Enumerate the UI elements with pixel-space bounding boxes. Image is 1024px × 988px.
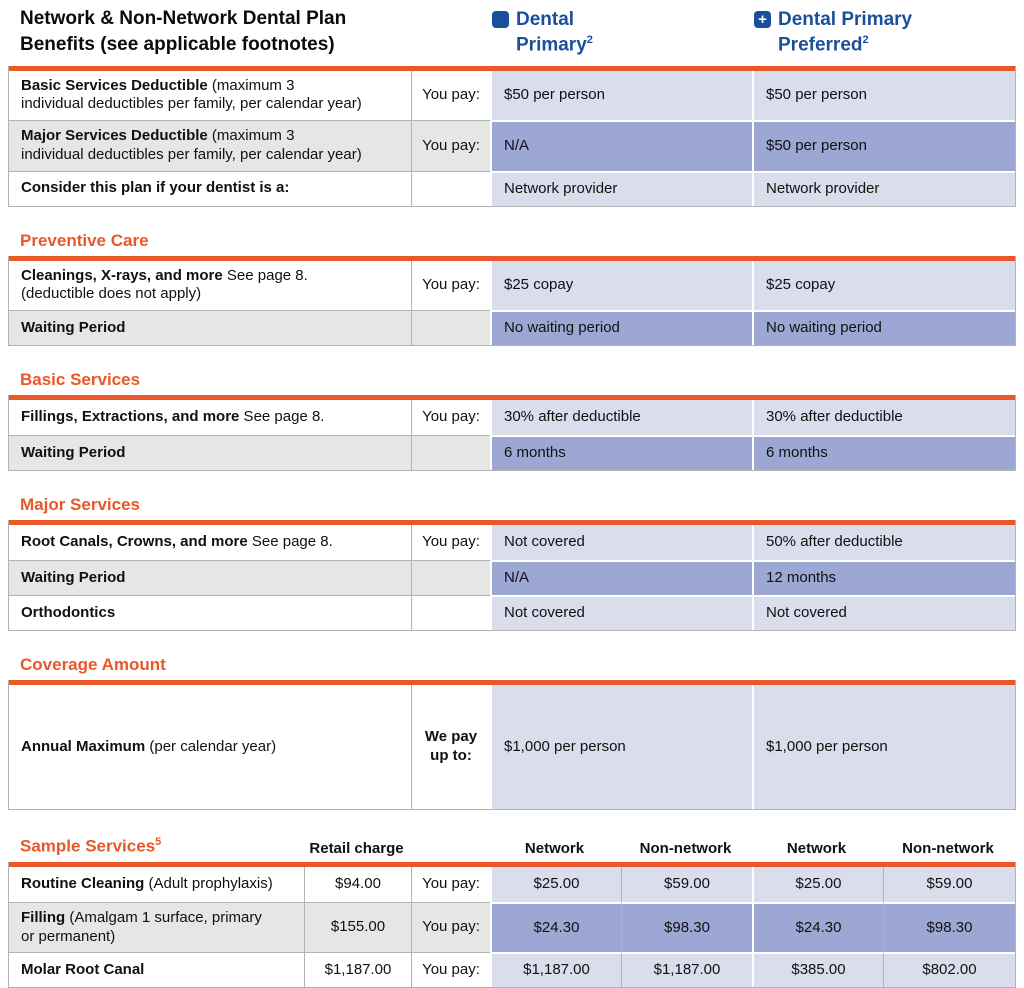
- you-pay-cell: [411, 171, 490, 206]
- row-label: Cleanings, X-rays, and more See page 8. (deductible does not apply): [9, 261, 411, 311]
- table-row: [9, 435, 1015, 470]
- row-label: Orthodontics: [9, 595, 411, 630]
- basic-services-table: [8, 395, 1016, 471]
- plan1-network-value: $1,187.00: [490, 952, 621, 987]
- we-pay-cell: We pay up to:: [411, 685, 490, 809]
- plan1-value: Not covered: [490, 595, 752, 630]
- row-label: Basic Services Deductible (maximum 3 individual deductibles per family, per calendar year): [9, 71, 411, 121]
- plan-name: [778, 8, 912, 58]
- plan2-value: 50% after deductible: [752, 525, 1015, 560]
- plan1-network-value: $25.00: [490, 867, 621, 902]
- plan1-value: 6 months: [490, 435, 752, 470]
- column-header-nonnetwork-plan2: Non-network: [902, 839, 994, 857]
- plan2-value: 30% after deductible: [752, 400, 1015, 435]
- plan2-value: $50 per person: [752, 71, 1015, 121]
- plan2-network-value: $24.30: [752, 902, 883, 953]
- preventive-care-table: [8, 256, 1016, 347]
- plan1-nonnetwork-value: $59.00: [621, 867, 752, 902]
- retail-charge-value: $94.00: [304, 867, 411, 902]
- plan-name-line1: Dental: [516, 9, 575, 30]
- you-pay-cell: [411, 435, 490, 470]
- you-pay-cell: You pay:: [411, 525, 490, 560]
- table-row: [9, 560, 1015, 595]
- plan-name-line2: Primary$^2$: [516, 33, 593, 56]
- plan2-value: $25 copay: [752, 261, 1015, 311]
- section-title-coverage-amount: Coverage Amount: [20, 655, 166, 675]
- page-title-line2: Benefits (see applicable footnotes): [20, 33, 335, 55]
- section-title-preventive-care: Preventive Care: [20, 230, 149, 250]
- table-row: [9, 120, 1015, 171]
- row-label: Waiting Period: [9, 560, 411, 595]
- row-label: Annual Maximum (per calendar year): [9, 685, 411, 809]
- table-row: [9, 261, 1015, 311]
- table-row: [9, 400, 1015, 435]
- plan2-nonnetwork-value: $802.00: [883, 952, 1015, 987]
- row-label: Molar Root Canal: [9, 952, 304, 987]
- you-pay-cell: [411, 595, 490, 630]
- sample-services-header-row: [8, 836, 1016, 862]
- deductibles-table: [8, 66, 1016, 207]
- plan1-nonnetwork-value: $1,187.00: [621, 952, 752, 987]
- column-header-retail-charge: Retail charge: [309, 839, 404, 857]
- plan-header-dental-primary: [490, 6, 752, 58]
- row-label: Root Canals, Crowns, and more See page 8.: [9, 525, 411, 560]
- plan2-value: Not covered: [752, 595, 1015, 630]
- row-label: Routine Cleaning (Adult prophylaxis): [9, 867, 304, 902]
- you-pay-cell: You pay:: [411, 902, 490, 953]
- table-row: [9, 867, 1015, 902]
- row-label: Waiting Period: [9, 435, 411, 470]
- plan2-nonnetwork-value: $98.30: [883, 902, 1015, 953]
- row-label: Major Services Deductible (maximum 3 individual deductibles per family, per calendar year): [9, 120, 411, 171]
- table-row: [9, 952, 1015, 987]
- column-header-network-plan1: Network: [524, 839, 585, 857]
- plan1-network-value: $24.30: [490, 902, 621, 953]
- retail-charge-value: $1,187.00: [304, 952, 411, 987]
- footnote-superscript: 5: [155, 836, 162, 849]
- table-row: [9, 525, 1015, 560]
- table-row: [9, 685, 1015, 809]
- row-label: Consider this plan if your dentist is a:: [9, 171, 411, 206]
- retail-charge-value: $155.00: [304, 902, 411, 953]
- coverage-amount-table: [8, 680, 1016, 810]
- footnote-superscript: 2: [862, 33, 869, 46]
- page-header: [8, 6, 1024, 66]
- plan1-value: Not covered: [490, 525, 752, 560]
- table-row: [9, 595, 1015, 630]
- plan2-nonnetwork-value: $59.00: [883, 867, 1015, 902]
- you-pay-cell: [411, 560, 490, 595]
- plan2-value: No waiting period: [752, 310, 1015, 345]
- table-row: [9, 171, 1015, 206]
- table-row: [9, 902, 1015, 953]
- plan2-value: $1,000 per person: [752, 685, 1015, 809]
- page-title: [8, 6, 490, 58]
- footnote-superscript: 2: [586, 33, 593, 46]
- you-pay-cell: You pay:: [411, 71, 490, 121]
- plan1-value: N/A: [490, 120, 752, 171]
- plan2-value: 12 months: [752, 560, 1015, 595]
- page-title-line1: Network & Non-Network Dental Plan: [20, 8, 347, 29]
- row-label: Filling (Amalgam 1 surface, primary or permanent): [9, 902, 304, 953]
- column-header-network-plan2: Network: [786, 839, 847, 857]
- plan-name-line2: Preferred$^2$: [778, 33, 869, 56]
- plan1-value: No waiting period: [490, 310, 752, 345]
- section-title-major-services: Major Services: [20, 495, 141, 515]
- plan-name: [516, 8, 593, 58]
- plan1-value: $25 copay: [490, 261, 752, 311]
- plan2-network-value: $25.00: [752, 867, 883, 902]
- plan1-value: $50 per person: [490, 71, 752, 121]
- plan1-value: $1,000 per person: [490, 685, 752, 809]
- column-header-nonnetwork-plan1: Non-network: [639, 839, 732, 857]
- table-row: [9, 71, 1015, 121]
- you-pay-cell: You pay:: [411, 400, 490, 435]
- plan1-value: 30% after deductible: [490, 400, 752, 435]
- major-services-table: [8, 520, 1016, 631]
- row-label: Waiting Period: [9, 310, 411, 345]
- sample-services-table: [8, 862, 1016, 988]
- you-pay-cell: You pay:: [411, 952, 490, 987]
- you-pay-cell: You pay:: [411, 120, 490, 171]
- solid-square-icon: [492, 11, 509, 28]
- plus-square-icon: [754, 11, 771, 28]
- you-pay-cell: [411, 310, 490, 345]
- plan-header-dental-primary-preferred: [752, 6, 1016, 58]
- plan2-value: $50 per person: [752, 120, 1015, 171]
- plan-name-line1: Dental Primary: [778, 9, 913, 30]
- section-title-sample-services: Sample Services$^5$: [20, 836, 162, 856]
- you-pay-cell: You pay:: [411, 261, 490, 311]
- row-label: Fillings, Extractions, and more See page 8.: [9, 400, 411, 435]
- plan1-nonnetwork-value: $98.30: [621, 902, 752, 953]
- section-title-basic-services: Basic Services: [20, 370, 141, 390]
- plan1-value: Network provider: [490, 171, 752, 206]
- plan2-value: Network provider: [752, 171, 1015, 206]
- plan2-value: 6 months: [752, 435, 1015, 470]
- plan2-network-value: $385.00: [752, 952, 883, 987]
- table-row: [9, 310, 1015, 345]
- plan1-value: N/A: [490, 560, 752, 595]
- you-pay-cell: You pay:: [411, 867, 490, 902]
